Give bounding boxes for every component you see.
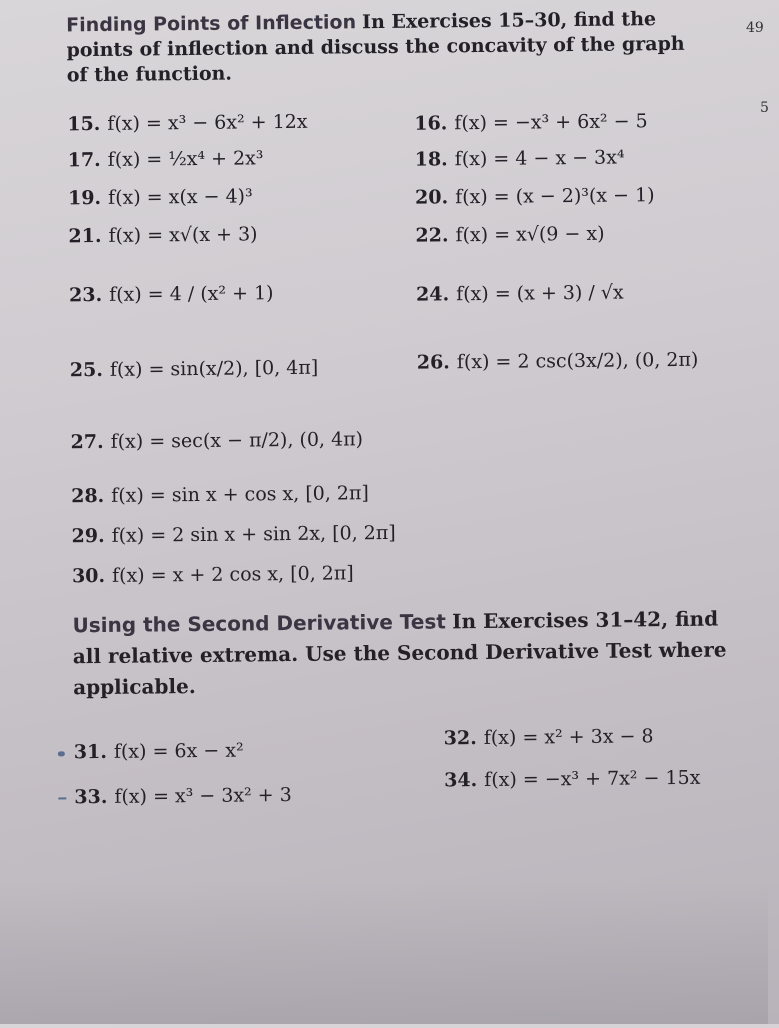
exercise-expression: f(x) = 2 sin x + sin 2x, [0, 2π] <box>111 521 396 547</box>
exercise-number: 23. <box>68 283 103 307</box>
exercise-expression: f(x) = 2 csc(3x/2), (0, 2π) <box>456 348 699 374</box>
exercise-21 <box>68 223 257 247</box>
exercise-number: 19. <box>67 186 102 210</box>
exercise-expression: f(x) = −x³ + 6x² − 5 <box>454 110 648 135</box>
section-heading-second-derivative <box>72 603 753 703</box>
exercise-number: 20. <box>414 186 449 209</box>
section-title: Using the Second Derivative Test <box>72 609 446 638</box>
pen-mark <box>58 751 65 756</box>
page-shadow <box>0 880 768 1024</box>
exercise-17 <box>68 147 264 171</box>
exercise-expression: f(x) = x³ − 6x² + 12x <box>107 110 308 135</box>
exercise-25 <box>70 357 319 382</box>
exercise-number: 28. <box>71 484 105 508</box>
margin-page-number: 5 <box>760 100 769 116</box>
exercise-expression: f(x) = x + 2 cos x, [0, 2π] <box>111 562 354 587</box>
exercise-28 <box>71 482 369 507</box>
exercise-expression: f(x) = 6x − x² <box>113 739 244 763</box>
exercise-expression: f(x) = (x + 3) / √x <box>456 281 624 306</box>
margin-page-number: 49 <box>746 20 764 36</box>
exercise-number: 26. <box>416 351 450 374</box>
exercise-expression: f(x) = x² + 3x − 8 <box>483 725 654 749</box>
exercise-26 <box>417 349 699 374</box>
exercise-34 <box>444 767 700 792</box>
section-instructions: In Exercises 15–30, find the points of inflection and discuss the concavity of the graph of the function. <box>66 8 685 87</box>
section-title: Finding Points of Inflection <box>66 11 357 37</box>
exercise-expression: f(x) = x√(9 − x) <box>455 222 605 247</box>
exercise-expression: f(x) = (x − 2)³(x − 1) <box>455 184 655 209</box>
exercise-number: 32. <box>443 727 477 750</box>
exercise-27 <box>70 428 363 453</box>
exercise-20 <box>415 184 655 209</box>
exercise-30 <box>72 562 354 587</box>
exercise-expression: f(x) = x√(x + 3) <box>108 223 258 247</box>
exercise-29 <box>71 522 395 547</box>
exercise-31 <box>74 740 244 764</box>
exercise-expression: f(x) = 4 − x − 3x⁴ <box>454 146 625 171</box>
section-heading-inflection <box>66 7 707 89</box>
exercise-number: 34. <box>444 769 478 792</box>
exercise-expression: f(x) = 4 / (x² + 1) <box>109 282 274 306</box>
exercise-expression: f(x) = x³ − 3x² + 3 <box>114 784 292 808</box>
exercise-number: 18. <box>414 148 448 171</box>
section-instructions: In Exercises 31–42, find all relative extrema. Use the Second Derivative Test where applicable. <box>72 606 727 700</box>
exercise-22 <box>415 223 604 247</box>
exercise-expression: f(x) = sin x + cos x, [0, 2π] <box>111 482 369 507</box>
exercise-32 <box>444 725 654 749</box>
exercise-number: 22. <box>415 224 449 247</box>
exercise-expression: f(x) = sin(x/2), [0, 4π] <box>109 356 319 381</box>
exercise-expression: f(x) = sec(x − π/2), (0, 4π) <box>110 428 364 453</box>
pen-mark <box>58 797 66 799</box>
exercise-23 <box>69 282 274 306</box>
exercise-number: 27. <box>70 430 104 454</box>
exercise-number: 24. <box>415 283 450 306</box>
exercise-expression: f(x) = x(x − 4)³ <box>108 185 253 209</box>
exercise-number: 15. <box>67 112 101 136</box>
exercise-19 <box>68 185 253 209</box>
exercise-expression: f(x) = ½x⁴ + 2x³ <box>107 147 264 171</box>
exercise-33 <box>74 784 292 808</box>
exercise-16 <box>414 110 648 134</box>
exercise-number: 29. <box>71 524 105 548</box>
exercise-number: 25. <box>69 358 104 382</box>
exercise-number: 21. <box>68 224 102 248</box>
exercise-24 <box>416 282 624 306</box>
exercise-expression: f(x) = −x³ + 7x² − 15x <box>484 766 701 791</box>
exercise-number: 33. <box>74 785 108 809</box>
exercise-18 <box>415 146 625 170</box>
exercise-number: 30. <box>71 564 106 588</box>
exercise-number: 31. <box>73 740 108 764</box>
exercise-number: 17. <box>67 148 101 172</box>
exercise-15 <box>67 111 307 136</box>
exercise-number: 16. <box>414 112 448 135</box>
